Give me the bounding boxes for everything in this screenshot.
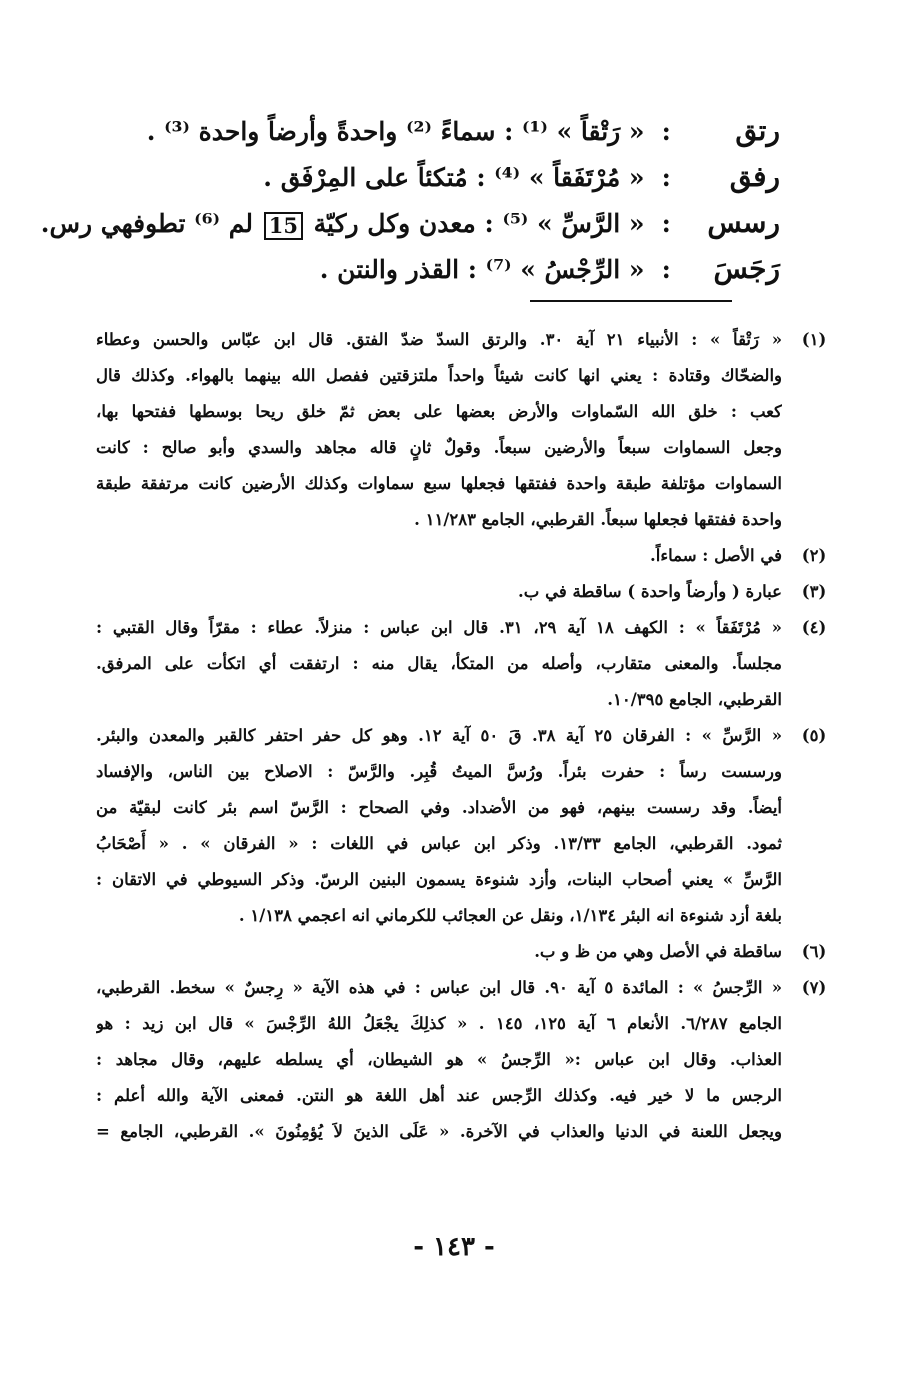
footnote-2 [96, 538, 827, 574]
footnote-line: ورسست رساً : حفرت بئراً. ورُسَّ الميتُ قُبِر. والرَّسّ : الاصلاح بين الناس، والإفساد [96, 762, 782, 781]
entry-definition: « الرِّجْسُ » ⁽⁷⁾ : القذر والنتن . [319, 255, 645, 284]
entry-separator: : [661, 255, 671, 284]
footnote-line: والضحّاك وقتادة : يعني انها كانت شيئاً واحداً ملتزقتين ففصل الله بينهما بالهواء. وكذلك قال [96, 366, 782, 385]
entry-headword: رتق [735, 114, 780, 147]
entry-separator: : [661, 163, 671, 192]
footnote-line: عبارة ( وأرضاً واحدة ) ساقطة في ب. [518, 582, 782, 601]
footnote-line: القرطبي، الجامع ١٠/٣٩٥. [607, 690, 782, 709]
footnote-number: (٣) [801, 582, 827, 601]
footnote-line: كعب : خلق الله السّماوات والأرض بعضها على بعض ثمّ خلق ريحا بوسطها ففتحها بها، [96, 402, 782, 421]
footnote-line: ثمود. القرطبي، الجامع ١٣/٣٣. وذكر ابن عباس في اللغات : « الفرقان » . « أَصْحَابُ [96, 834, 782, 853]
footnote-line: واحدة ففتقها فجعلها سبعاً. القرطبي، الجامع ١١/٢٨٣ . [414, 510, 782, 529]
footnote-line: « رَتْقاً » : الأنبياء ٢١ آية ٣٠. والرتق السدّ ضدّ الفتق. قال ابن عبّاس والحسن وعطاء [96, 330, 782, 349]
manuscript-folio-marker: 15 [264, 212, 303, 240]
entry-definition: « رَتْقاً » ⁽¹⁾ : سماءً ⁽²⁾ واحدةً وأرضاً واحدة ⁽³⁾ . [146, 117, 645, 146]
footnote-line: الجامع ٦/٢٨٧. الأنعام ٦ آية ١٢٥، ١٤٥ . « كذلِكَ يجْعَلُ اللهُ الرِّجْسَ » قال ابن زيد : هو [96, 1014, 782, 1033]
footnote-number: (٢) [801, 546, 827, 565]
footnote-line: الرجس ما لا خير فيه. وكذلك الرِّجس عند أهل اللغة هو النتن. فمعنى الآية والله أعلم : [96, 1086, 782, 1105]
footnote-line: « الرَّسِّ » : الفرقان ٢٥ آية ٣٨. قَ ٥٠ آية ١٢. وهو كل حفر احتفر كالقبر والمعدن والبئر. [96, 726, 782, 745]
dictionary-entries [40, 108, 780, 292]
footnote-number: (٥) [801, 726, 827, 745]
footnote-3 [96, 574, 827, 610]
entry-rtq [120, 108, 780, 154]
footnote-line: وجعل السماوات سبعاً والأرضين سبعاً. وقولٌ ثانٍ قاله مجاهد والسدي وأبو صالح : كانت [96, 438, 782, 457]
footnote-5 [96, 718, 827, 934]
page-number: - ١٤٣ - [413, 1232, 495, 1262]
footnote-7 [96, 970, 827, 1150]
footnotes [96, 322, 827, 1150]
entry-headword: رسس [707, 206, 780, 239]
entry-rfq [120, 154, 780, 200]
footnote-line: « الرِّجسُ » : المائدة ٥ آية ٩٠. قال ابن عباس : في هذه الآية « رِجسٌ » سخط. القرطبي، [96, 978, 782, 997]
entry-headword: رَجَسَ [713, 252, 780, 285]
entry-definition-part2: لم ⁽⁶⁾ تطوفهي رس. [40, 209, 253, 238]
footnote-divider [530, 300, 732, 302]
footnote-line: ساقطة في الأصل وهي من ظ و ب. [534, 942, 782, 961]
footnote-line: مجلساً. والمعنى متقارب، وأصله من المتكأ، يقال منه : ارتفقت أي اتكأت على المرفق. [96, 654, 782, 673]
footnote-number: (٧) [801, 978, 827, 997]
footnote-number: (١) [801, 330, 827, 349]
footnote-6 [96, 934, 827, 970]
footnote-line: أيضاً. وقد رسست بينهم، فهو من الأضداد. وفي الصحاح : الرَّسّ اسم بئر كانت لبقيّة من [96, 798, 782, 817]
entry-separator: : [661, 117, 671, 146]
footnote-line: السماوات مؤتلفة طبقة واحدة ففتقها فجعلها سبع سماوات وكذلك الأرضين كانت مرتفقة طبقة [96, 474, 782, 493]
footnote-number: (٤) [801, 618, 827, 637]
footnote-line: الرَّسِّ » يعني أصحاب البنات، وأزد شنوءة يسمون البنين الرسّ. وذكر السيوطي في الاتقان : [96, 870, 782, 889]
entry-definition: « مُرْتَفَقاً » ⁽⁴⁾ : مُتكئاً على المِرْفَق . [263, 163, 645, 192]
entry-headword: رفق [729, 160, 780, 193]
footnote-line: بلغة أزد شنوءة انه البئر ١/١٣٤، ونقل عن العجائب للكرماني انه اعجمي ١/١٣٨ . [238, 906, 782, 925]
footnote-4 [96, 610, 827, 718]
footnote-line: العذاب. وقال ابن عباس :« الرِّجسُ » هو الشيطان، أي يسلطه عليهم، وقال مجاهد : [96, 1050, 782, 1069]
footnote-line: ويجعل اللعنة في الدنيا والعذاب في الآخرة. « عَلَى الذينَ لاَ يُؤمِنُونَ ». القرطبي، الجامع = [96, 1122, 782, 1141]
entry-rss [40, 200, 780, 246]
entry-definition-part1: « الرَّسِّ » ⁽⁵⁾ : معدن وكل ركيّة [313, 209, 645, 238]
footnote-line: « مُرْتَفَقاً » : الكهف ١٨ آية ٢٩، ٣١. قال ابن عباس : منزلاً. عطاء : مقرّاً وقال القتبي : [96, 618, 782, 637]
footnote-number: (٦) [801, 942, 827, 961]
footnote-1 [96, 322, 827, 538]
entry-separator: : [661, 209, 671, 238]
entry-rjs [120, 246, 780, 292]
footnote-line: في الأصل : سماءاً. [650, 546, 782, 565]
